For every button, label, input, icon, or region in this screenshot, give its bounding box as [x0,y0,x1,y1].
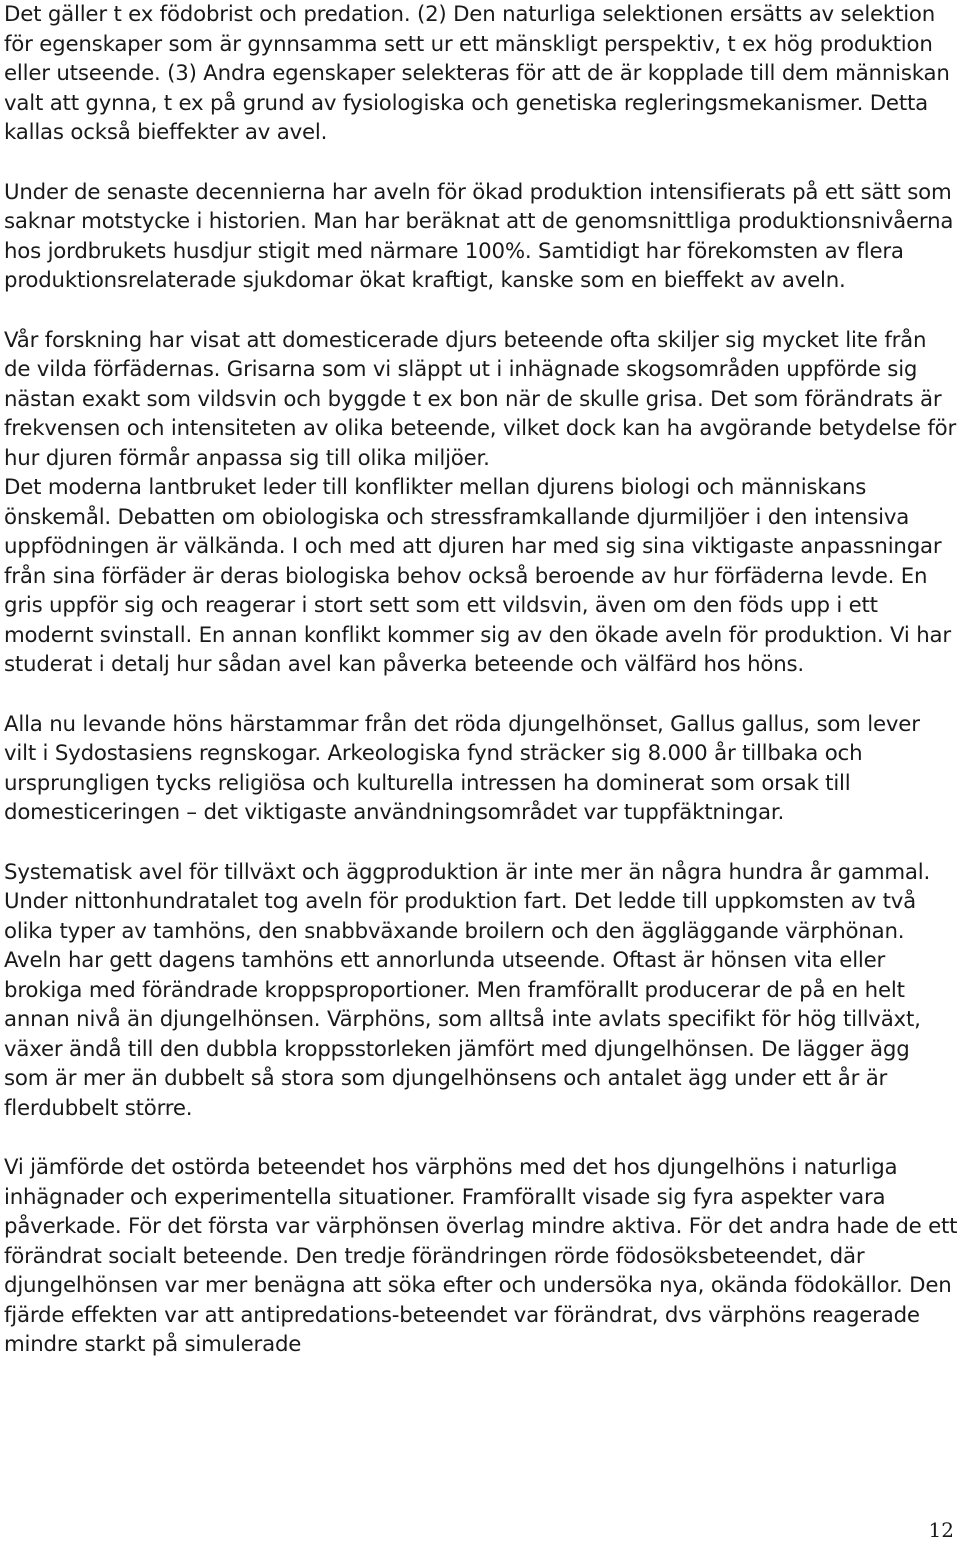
paragraph-appearance: Aveln har gett dagens tamhöns ett annorlunda utseende. Oftast är hönsen vita eller brokiga med förändrade kroppsproportioner. Men framförallt producerar de på en helt annan nivå än djungelhönsen. Värphöns, som alltså inte avlats specifikt för hög tillväxt, växer ändå till den dubbla kroppsstorleken jämfört med djungelhönsen. De lägger ägg som är mer än dubbelt så stora som djungelhönsens och antalet ägg under ett år är flerdubbelt större. [4,948,921,1121]
paragraph-origin: Alla nu levande höns härstammar från det röda djungelhönset, Gallus gallus, som lever vilt i Sydostasiens regnskogar. Arkeologiska fynd sträcker sig 8.000 år tillbaka och ursprungligen tycks religiösa och kulturella intressen ha dominerat som orsak till domesticeringen – det viktigaste användningsområdet var tuppfäktningar. [4,711,920,825]
paragraph-production: Under de senaste decennierna har aveln för ökad produktion intensifierats på ett sätt som saknar motstycke i historien. Man har beräknat att de genomsnittliga produktionsnivåerna hos jordbrukets husdjur stigit med närmare 100%. Samtidigt har förekomsten av flera produktionsrelaterade sjukdomar ökat kraftigt, kanske som en bieffekt av aveln. [4,179,954,293]
paragraph-spacer [4,296,958,326]
paragraph-research: Vår forskning har visat att domesticerade djurs beteende ofta skiljer sig mycket lite från de vilda förfädernas. Grisarna som vi släppt ut i inhägnade skogsområden uppförde sig nästan exakt som vildsvin och byggde t ex bon när de skulle grisa. Det som förändrats är frekvensen och intensiteten av olika beteende, vilket dock kan ha avgörande betydelse för hur djuren förmår anpassa sig till olika miljöer. [4,327,956,471]
paragraph-comparison: Vi jämförde det ostörda beteendet hos värphöns med det hos djungelhöns i naturliga inhägnader och experimentella situationer. Framförallt visade sig fyra aspekter vara påverkade. För det första var värphönsen överlag mindre aktiva. För det andra hade de ett förändrat socialt beteende. Den tredje förändringen rörde födosöksbeteendet, där djungelhönsen var mer benägna att söka efter och undersöka nya, okända födokällor. Den fjärde effekten var att antipredations-beteendet var förändrat, dvs värphöns reagerade mindre starkt på simulerade [4,1155,958,1357]
paragraph-conflicts: Det moderna lantbruket leder till konflikter mellan djurens biologi och människans önskemål. Debatten om obiologiska och stressframkallande djurmiljöer i den intensiva uppfödningen är välkända. I och med att djuren har med sig sina viktigaste anpassningar från sina förfäder är deras biologiska behov också beroende av hur förfäderna levde. En gris uppför sig och reagerar i stort sett som ett vildsvin, även om den föds upp i ett modernt svinstall. En annan konflikt kommer sig av den ökade aveln för produktion. Vi har studerat i detalj hur sådan avel kan påverka beteende och välfärd hos höns. [4,475,951,677]
paragraph-breeding-age: Systematisk avel för tillväxt och äggproduktion är inte mer än några hundra år gammal. [4,859,931,885]
paragraph-selection: Det gäller t ex födobrist och predation. (2) Den naturliga selektionen ersätts av selektion för egenskaper som är gynnsamma sett ur ett mänskligt perspektiv, t ex hög produktion eller utseende. (3) Andra egenskaper selekteras för att de är kopplade till dem människan valt att gynna, t ex på grund av fysiologiska och genetiska regleringsmekanismer. Detta kallas också bieffekter av avel. [4,2,950,145]
paragraph-twentieth-century: Under nittonhundratalet tog aveln för produktion fart. Det ledde till uppkomsten av två olika typer av tamhöns, den snabbväxande broilern och den äggläggande värphönan. [4,889,916,944]
paragraph-spacer [4,828,958,858]
paragraph-spacer [4,1123,958,1153]
paragraph-spacer [4,680,958,710]
document-page [4,0,958,1360]
paragraph-spacer [4,148,958,178]
page-number: 12 [928,1518,954,1542]
